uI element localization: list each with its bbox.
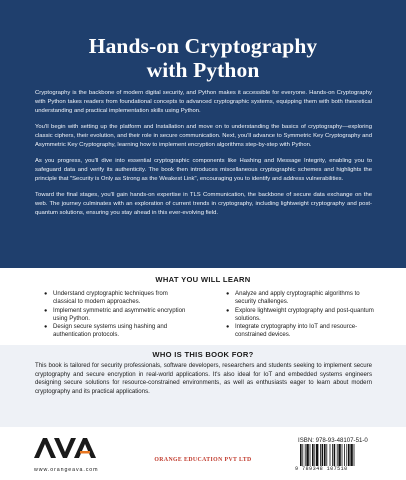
barcode-stripe [306, 444, 308, 466]
description-paragraph-3: As you progress, you'll dive into essential cryptographic components like Hashing and Message Integrity, enabling you to safeguard data and verify its authenticity. The book then introduces miscellaneous cryptographic schemes and highlights the principle that "Security is Only as Strong as the Weakest Link", encouraging you to identify and address vulnerabilities. [35, 157, 372, 182]
barcode-stripe [320, 444, 321, 466]
logo-letter-v [54, 438, 76, 458]
logo-letter-a-right [74, 438, 96, 458]
barcode-stripe [302, 444, 303, 466]
learn-item-text: Analyze and apply cryptographic algorithms to security challenges. [235, 290, 360, 306]
barcode-stripe [348, 444, 350, 466]
barcode-stripe [322, 444, 324, 466]
barcode-stripe [334, 444, 336, 466]
ava-logo [34, 437, 96, 459]
barcode-stripe [326, 444, 327, 466]
bullet-icon: ● [44, 291, 48, 297]
learn-item-text: Implement symmetric and asymmetric encryption using Python. [53, 306, 186, 322]
barcode-stripe [344, 444, 345, 466]
barcode-stripe [330, 444, 331, 466]
isbn-label: ISBN: 978-93-48107-51-0 [298, 437, 368, 444]
barcode-stripe [337, 444, 338, 466]
learn-item [44, 323, 186, 339]
learn-heading: WHAT YOU WILL LEARN [155, 275, 251, 284]
barcode-stripe [346, 444, 347, 466]
barcode-stripe [316, 444, 318, 466]
description-paragraph-2: You'll begin with setting up the platform and Installation and move on to understanding the basics of cryptography—exploring classic ciphers, their evolution, and their role in secure communication. Next, you'll advance to Symmetric Key Cryptography and Asymmetric Key Cryptography, learning how to implement encryption algorithms step-by-step with Python. [35, 123, 372, 148]
barcode-stripe [332, 444, 333, 466]
logo-letter-a-left [34, 438, 56, 458]
bullet-icon: ● [226, 324, 230, 331]
barcode-stripe [305, 444, 306, 466]
publisher-website: www.orangeava.com [34, 467, 99, 473]
learn-item [44, 307, 186, 323]
bullet-icon: ● [226, 291, 230, 297]
learn-item [226, 307, 376, 323]
bullet-icon: ● [44, 324, 48, 331]
barcode-stripe [312, 444, 314, 466]
audience-heading: WHO IS THIS BOOK FOR? [152, 350, 254, 359]
learn-list-left [44, 290, 186, 340]
learn-item [226, 290, 376, 306]
learn-item-text: Design secure systems using hashing and authentication protocols. [53, 323, 168, 339]
barcode-stripe [324, 444, 326, 466]
learn-item-text: Explore lightweight cryptography and post-quantum solutions. [235, 306, 374, 322]
bullet-icon: ● [44, 307, 48, 314]
barcode-stripe [350, 444, 352, 466]
learn-item [226, 323, 376, 339]
learn-item-text: Understand cryptographic techniques from classical to modern approaches. [53, 290, 168, 306]
publisher-name: ORANGE EDUCATION PVT LTD [154, 457, 252, 463]
book-title-line-2: with Python [146, 58, 260, 82]
barcode-stripe [310, 444, 311, 466]
book-title-line-1: Hands-on Cryptography [88, 34, 318, 58]
book-description [35, 89, 372, 225]
barcode-icon [299, 444, 373, 466]
description-paragraph-1: Cryptography is the backbone of modern digital security, and Python makes it accessible for everyone. Hands-on Cryptography with Python takes readers from foundational concepts to advanced cryptographic systems, equipping them with both theoretical understanding and practical implementation skills using Python. [35, 90, 372, 114]
bullet-icon: ● [226, 307, 230, 314]
barcode-stripe [354, 444, 355, 466]
learn-item-text: Integrate cryptography into IoT and resource-constrained devices. [235, 323, 358, 339]
logo-accent-bar [80, 451, 90, 454]
barcode-stripe [342, 444, 343, 466]
barcode-stripe [314, 444, 315, 466]
barcode-stripe [338, 444, 340, 466]
learn-list-right [226, 290, 376, 340]
barcode-stripe [300, 444, 302, 466]
learn-item [44, 290, 186, 306]
audience-text: This book is tailored for security professionals, software developers, researchers and students seeking to implement secure cryptography and secure encryption in real-world applications. It's also ideal for IoT and embedded systems engineers designing secure solutions for resource-constrained environments, as well as enthusiasts eager to learn about modern cryptography and its practical applications. [35, 362, 372, 395]
book-title [0, 34, 406, 82]
description-paragraph-4: Toward the final stages, you'll gain hands-on expertise in TLS Communication, the backbone of secure data exchange on the web. The journey culminates with an exploration of current trends in cryptography, including lightweight cryptography and post-quantum solutions, ensuring you stay ahead in this ever-evolving field. [35, 191, 372, 216]
barcode-digits: 9 789348 107510 [295, 466, 348, 472]
